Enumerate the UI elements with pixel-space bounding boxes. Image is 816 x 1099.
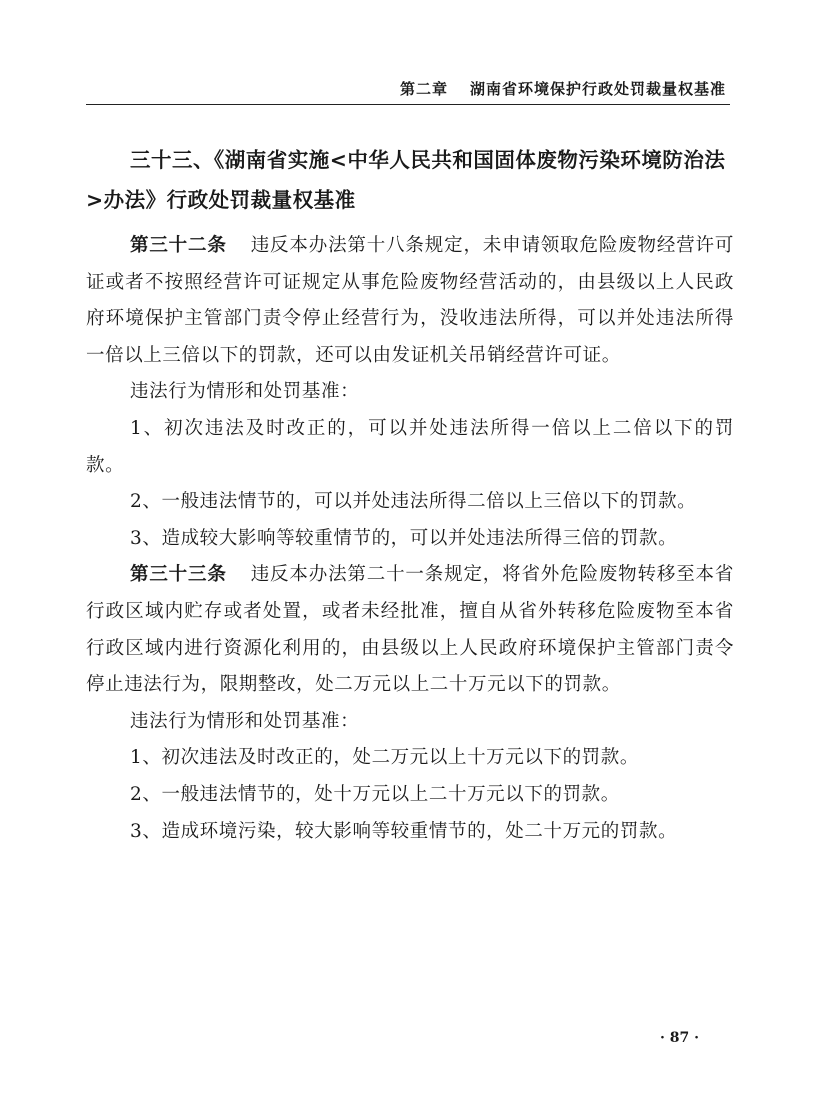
page-number: · 87 · bbox=[660, 1030, 699, 1046]
article-label: 第三十三条 bbox=[130, 564, 227, 586]
article-label: 第三十二条 bbox=[130, 235, 227, 256]
criteria-item: 2、一般违法情节的，可以并处违法所得二倍以上三倍以下的罚款。 bbox=[130, 491, 697, 513]
header-chapter: 第二章 bbox=[399, 80, 448, 98]
criteria-item: 3、造成较大影响等较重情节的，可以并处违法所得三倍的罚款。 bbox=[130, 527, 678, 549]
running-header-text bbox=[400, 78, 726, 99]
article-paragraph bbox=[86, 557, 734, 703]
criteria-heading: 违法行为情形和处罚基准： bbox=[130, 381, 360, 403]
article-text: 违反本办法第二十一条规定，将省外危险废物转移至本省行政区域内贮存或者处置，或者未经批准，擅自从省外转移危险废物至本省行政区域内进行资源化利用的，由县级以上人民政府环境保护主管部门责令停止违法行为，限期整改，处二万元以上二十万元以下的罚款。 bbox=[86, 564, 734, 696]
document-body bbox=[86, 228, 734, 850]
header-title: 湖南省环境保护行政处罚裁量权基准 bbox=[469, 80, 726, 98]
criteria-item: 3、造成环境污染，较大影响等较重情节的，处二十万元的罚款。 bbox=[130, 820, 678, 842]
article-paragraph bbox=[86, 228, 734, 374]
running-header bbox=[86, 70, 730, 105]
criteria-item: 1、初次违法及时改正的，可以并处违法所得一倍以上二倍以下的罚款。 bbox=[86, 417, 734, 476]
section-title: 三十三、《湖南省实施<中华人民共和国固体废物污染环境防治法>办法》行政处罚裁量权基准 bbox=[86, 148, 726, 212]
article-text: 违反本办法第十八条规定，未申请领取危险废物经营许可证或者不按照经营许可证规定从事危险废物经营活动的，由县级以上人民政府环境保护主管部门责令停止经营行为，没收违法所得，可以并处违法所得一倍以上三倍以下的罚款，还可以由发证机关吊销经营许可证。 bbox=[86, 235, 734, 366]
criteria-heading: 违法行为情形和处罚基准： bbox=[130, 710, 360, 732]
criteria-item: 1、初次违法及时改正的，处二万元以上十万元以下的罚款。 bbox=[130, 747, 639, 769]
criteria-item: 2、一般违法情节的，处十万元以上二十万元以下的罚款。 bbox=[130, 783, 620, 805]
